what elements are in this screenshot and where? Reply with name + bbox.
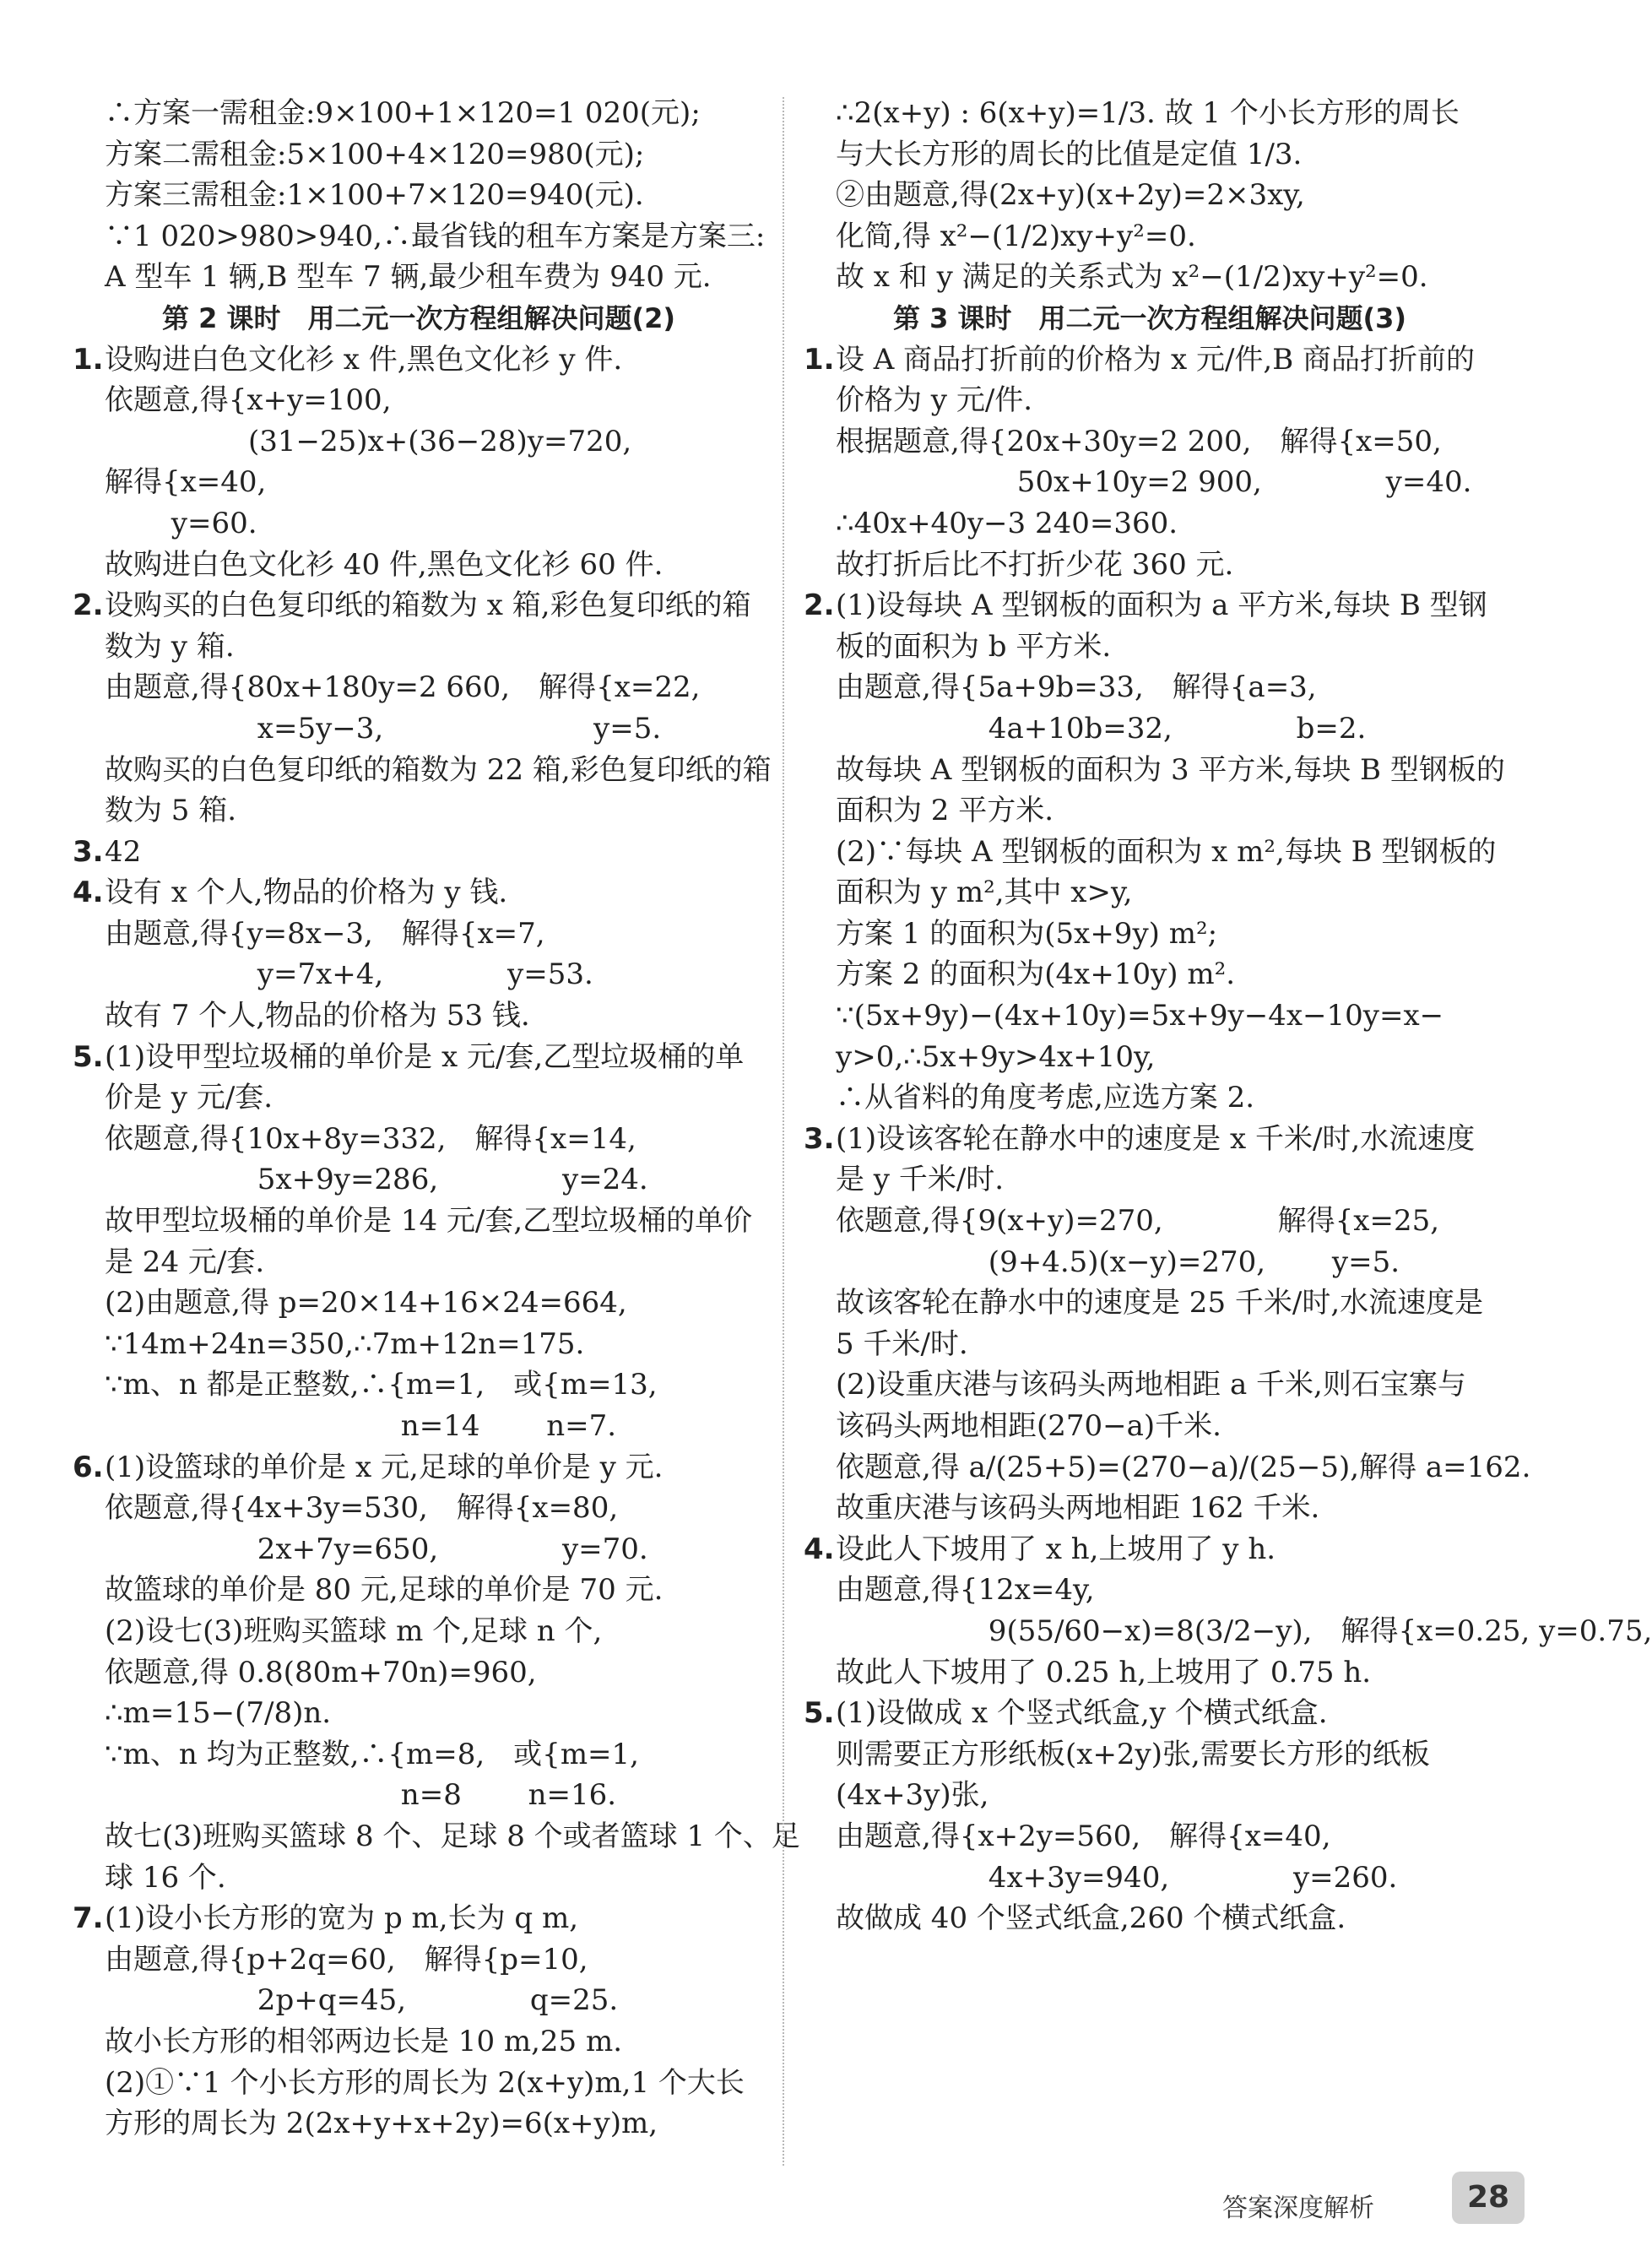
left-column [73, 93, 800, 2145]
line-text: 设购进白色文化衫 x 件,黑色文化衫 y 件. [105, 342, 623, 377]
problem-number: 7. [73, 1901, 104, 1936]
problem-line [73, 585, 765, 626]
line-text: 42 [105, 834, 142, 869]
page-number: 28 [1452, 2172, 1525, 2224]
text-line: (2)设七(3)班购买篮球 m 个,足球 n 个, [105, 1613, 603, 1648]
text-line: A 型车 1 辆,B 型车 7 辆,最少租车费为 940 元. [105, 260, 712, 295]
line-text: (1)设该客轮在静水中的速度是 x 千米/时,水流速度 [836, 1121, 1476, 1156]
text-line: 故打折后比不打折少花 360 元. [836, 547, 1234, 582]
text-line: 由题意,得{12x=4y, [836, 1573, 1095, 1608]
text-line: 故购买的白色复印纸的箱数为 22 箱,彩色复印纸的箱 [105, 752, 772, 787]
problem-line [73, 1037, 765, 1078]
text-line: ∴方案一需租金:9×100+1×120=1 020(元); [105, 96, 701, 130]
text-line: y=60. [105, 506, 257, 540]
text-line: 故小长方形的相邻两边长是 10 m,25 m. [105, 2024, 623, 2058]
text-line: 该码头两地相距(270−a)千米. [836, 1409, 1221, 1443]
problem-number: 4. [73, 876, 104, 910]
text-line: 4a+10b=32, b=2. [836, 711, 1367, 746]
text-line: ②由题意,得(2x+y)(x+2y)=2×3xy, [836, 178, 1305, 213]
text-line: 则需要正方形纸板(x+2y)张,需要长方形的纸板 [836, 1737, 1430, 1771]
text-line: 4x+3y=940, y=260. [836, 1860, 1398, 1895]
text-line: 价是 y 元/套. [105, 1081, 274, 1115]
text-line: 故该客轮在静水中的速度是 25 千米/时,水流速度是 [836, 1286, 1484, 1321]
text-line: ∵1 020>980>940,∴最省钱的租车方案是方案三: [105, 219, 766, 253]
problem-number: 2. [73, 588, 104, 623]
problem-line [804, 339, 1496, 381]
line-text: (1)设篮球的单价是 x 元,足球的单价是 y 元. [105, 1450, 664, 1484]
text-line: y=7x+4, y=53. [105, 957, 593, 992]
text-line: 是 y 千米/时. [836, 1163, 1005, 1197]
text-line: n=8 n=16. [105, 1778, 617, 1813]
text-line: n=14 n=7. [105, 1409, 617, 1443]
line-text: 设购买的白色复印纸的箱数为 x 箱,彩色复印纸的箱 [105, 588, 751, 623]
text-line: 5 千米/时. [836, 1326, 968, 1361]
text-line: ∴m=15−(7/8)n. [105, 1696, 332, 1731]
text-line: 方案三需租金:1×100+7×120=940(元). [105, 178, 644, 213]
text-line: 9(55/60−x)=8(3/2−y), 解得{x=0.25, y=0.75, [836, 1613, 1652, 1648]
text-line: x=5y−3, y=5. [105, 711, 662, 746]
line-text: (1)设甲型垃圾桶的单价是 x 元/套,乙型垃圾桶的单 [105, 1039, 745, 1074]
text-line: 方案二需租金:5×100+4×120=980(元); [105, 137, 645, 171]
text-line: ∴2(x+y) : 6(x+y)=1/3. 故 1 个小长方形的周长 [836, 96, 1460, 130]
text-line: 依题意,得 a/(25+5)=(270−a)/(25−5),解得 a=162. [836, 1450, 1531, 1484]
problem-line [73, 339, 765, 381]
problem-line [804, 1119, 1496, 1160]
text-line: 由题意,得{5a+9b=33, 解得{a=3, [836, 670, 1317, 705]
text-line: 依题意,得{10x+8y=332, 解得{x=14, [105, 1121, 636, 1156]
text-line: ∵m、n 均为正整数,∴{m=8, 或{m=1, [105, 1737, 639, 1771]
text-line: 故甲型垃圾桶的单价是 14 元/套,乙型垃圾桶的单价 [105, 1204, 753, 1239]
problem-number: 1. [73, 342, 104, 377]
text-line: 数为 y 箱. [105, 629, 235, 664]
line-text: (1)设小长方形的宽为 p m,长为 q m, [105, 1901, 579, 1936]
text-line: (2)设重庆港与该码头两地相距 a 千米,则石宝寨与 [836, 1368, 1466, 1402]
text-line: 根据题意,得{20x+30y=2 200, 解得{x=50, [836, 424, 1442, 458]
line-text: (1)设每块 A 型钢板的面积为 a 平方米,每块 B 型钢 [836, 588, 1487, 623]
problem-line [73, 872, 765, 914]
text-line: 方案 2 的面积为(4x+10y) m². [836, 957, 1236, 992]
text-line: 由题意,得{y=8x−3, 解得{x=7, [105, 916, 545, 951]
text-line: ∵(5x+9y)−(4x+10y)=5x+9y−4x−10y=x− [836, 999, 1444, 1033]
text-line: (2)①∵1 个小长方形的周长为 2(x+y)m,1 个大长 [105, 2065, 745, 2100]
text-line: 与大长方形的周长的比值是定值 1/3. [836, 137, 1303, 171]
problem-number: 5. [73, 1039, 104, 1074]
text-line: 故此人下坡用了 0.25 h,上坡用了 0.75 h. [836, 1655, 1372, 1689]
text-line: (2)由题意,得 p=20×14+16×24=664, [105, 1286, 627, 1321]
right-column [804, 93, 1652, 1939]
text-line: 50x+10y=2 900, y=40. [836, 465, 1472, 500]
text-line: (9+4.5)(x−y)=270, y=5. [836, 1245, 1400, 1279]
section-heading: 第 2 课时 用二元一次方程组解决问题(2) [161, 301, 676, 334]
line-text: 设 A 商品打折前的价格为 x 元/件,B 商品打折前的 [836, 342, 1476, 377]
problem-number: 3. [804, 1121, 835, 1156]
text-line: (31−25)x+(36−28)y=720, [105, 424, 632, 458]
text-line: ∴从省料的角度考虑,应选方案 2. [836, 1081, 1255, 1115]
text-line: 球 16 个. [105, 1860, 226, 1895]
text-line: (4x+3y)张, [836, 1778, 989, 1813]
text-line: 故有 7 个人,物品的价格为 53 钱. [105, 999, 530, 1033]
text-line: 2x+7y=650, y=70. [105, 1532, 648, 1566]
text-line: 由题意,得{x+2y=560, 解得{x=40, [836, 1819, 1331, 1853]
text-line: 5x+9y=286, y=24. [105, 1163, 648, 1197]
text-line: 面积为 y m²,其中 x>y, [836, 876, 1133, 910]
text-line: 由题意,得{p+2q=60, 解得{p=10, [105, 1942, 588, 1977]
text-line: 依题意,得{9(x+y)=270, 解得{x=25, [836, 1204, 1440, 1239]
column-divider [783, 97, 784, 2166]
problem-number: 1. [804, 342, 835, 377]
text-line: 故购进白色文化衫 40 件,黑色文化衫 60 件. [105, 547, 664, 582]
problem-line [804, 1693, 1496, 1734]
line-text: 设此人下坡用了 x h,上坡用了 y h. [836, 1532, 1276, 1566]
text-line: 由题意,得{80x+180y=2 660, 解得{x=22, [105, 670, 701, 705]
problem-line [804, 1529, 1496, 1570]
problem-line [804, 585, 1496, 626]
problem-number: 2. [804, 588, 835, 623]
text-line: 故每块 A 型钢板的面积为 3 平方米,每块 B 型钢板的 [836, 752, 1505, 787]
text-line: 数为 5 箱. [105, 794, 237, 828]
text-line: ∵m、n 都是正整数,∴{m=1, 或{m=13, [105, 1368, 658, 1402]
text-line: 故做成 40 个竖式纸盒,260 个横式纸盒. [836, 1901, 1346, 1936]
problem-number: 3. [73, 834, 104, 869]
text-line: 方案 1 的面积为(5x+9y) m²; [836, 916, 1218, 951]
problem-line [73, 1898, 765, 1939]
line-text: 设有 x 个人,物品的价格为 y 钱. [105, 876, 508, 910]
text-line: 方形的周长为 2(2x+y+x+2y)=6(x+y)m, [105, 2107, 658, 2141]
line-text: (1)设做成 x 个竖式纸盒,y 个横式纸盒. [836, 1696, 1328, 1731]
footer-label: 答案深度解析 [1222, 2194, 1374, 2223]
text-line: 2p+q=45, q=25. [105, 1983, 619, 2018]
text-line: 故 x 和 y 满足的关系式为 x²−(1/2)xy+y²=0. [836, 260, 1428, 295]
text-line: 故重庆港与该码头两地相距 162 千米. [836, 1491, 1320, 1526]
text-line: ∵14m+24n=350,∴7m+12n=175. [105, 1326, 585, 1361]
text-line: y>0,∴5x+9y>4x+10y, [836, 1039, 1156, 1074]
section-heading: 第 3 课时 用二元一次方程组解决问题(3) [892, 301, 1407, 334]
problem-number: 4. [804, 1532, 835, 1566]
problem-line [73, 1447, 765, 1489]
text-line: 依题意,得{x+y=100, [105, 383, 392, 418]
text-line: 化简,得 x²−(1/2)xy+y²=0. [836, 219, 1196, 253]
text-line: 依题意,得{4x+3y=530, 解得{x=80, [105, 1491, 619, 1526]
text-line: 依题意,得 0.8(80m+70n)=960, [105, 1655, 537, 1689]
text-line: (2)∵每块 A 型钢板的面积为 x m²,每块 B 型钢板的 [836, 834, 1497, 869]
problem-number: 5. [804, 1696, 835, 1731]
text-line: ∴40x+40y−3 240=360. [836, 506, 1178, 540]
text-line: 板的面积为 b 平方米. [836, 629, 1112, 664]
text-line: 是 24 元/套. [105, 1245, 265, 1279]
text-line: 面积为 2 平方米. [836, 794, 1054, 828]
text-line: 故七(3)班购买篮球 8 个、足球 8 个或者篮球 1 个、足 [105, 1819, 800, 1853]
problem-line [73, 832, 765, 873]
text-line: 价格为 y 元/件. [836, 383, 1033, 418]
text-line: 解得{x=40, [105, 465, 267, 500]
text-line: 故篮球的单价是 80 元,足球的单价是 70 元. [105, 1573, 664, 1608]
problem-number: 6. [73, 1450, 104, 1484]
